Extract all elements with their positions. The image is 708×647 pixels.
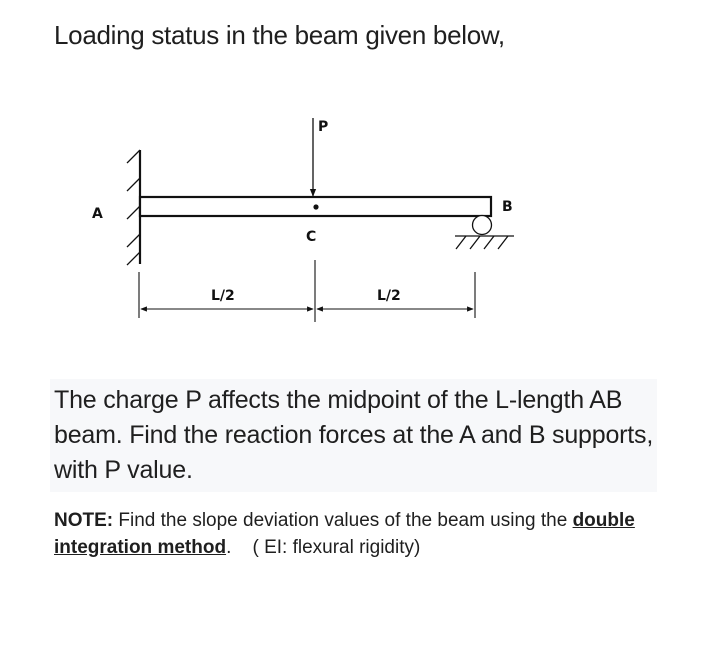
label-a: A bbox=[92, 206, 103, 222]
dimension-label-left: L/2 bbox=[211, 288, 235, 304]
roller-support-b bbox=[455, 216, 514, 250]
label-b: B bbox=[502, 199, 513, 215]
fixed-support-a bbox=[127, 150, 140, 265]
note-method: double integration method bbox=[54, 510, 635, 558]
note-text-before: Find the slope deviation values of the beam using the bbox=[113, 510, 573, 531]
question-text: The charge P affects the midpoint of the L-length AB beam. Find the reaction forces at the A and B supports, with P value. bbox=[50, 379, 657, 492]
note-prefix: NOTE: bbox=[54, 510, 114, 531]
label-p: P bbox=[318, 119, 329, 135]
dimension-label-right: L/2 bbox=[377, 288, 401, 304]
heading: Loading status in the beam given below, bbox=[54, 20, 505, 50]
point-c bbox=[313, 204, 318, 209]
dimension-lines bbox=[139, 260, 475, 322]
label-c: C bbox=[306, 229, 317, 245]
note-text bbox=[54, 507, 694, 561]
note-text-after: . ( EI: flexural rigidity) bbox=[226, 537, 421, 558]
